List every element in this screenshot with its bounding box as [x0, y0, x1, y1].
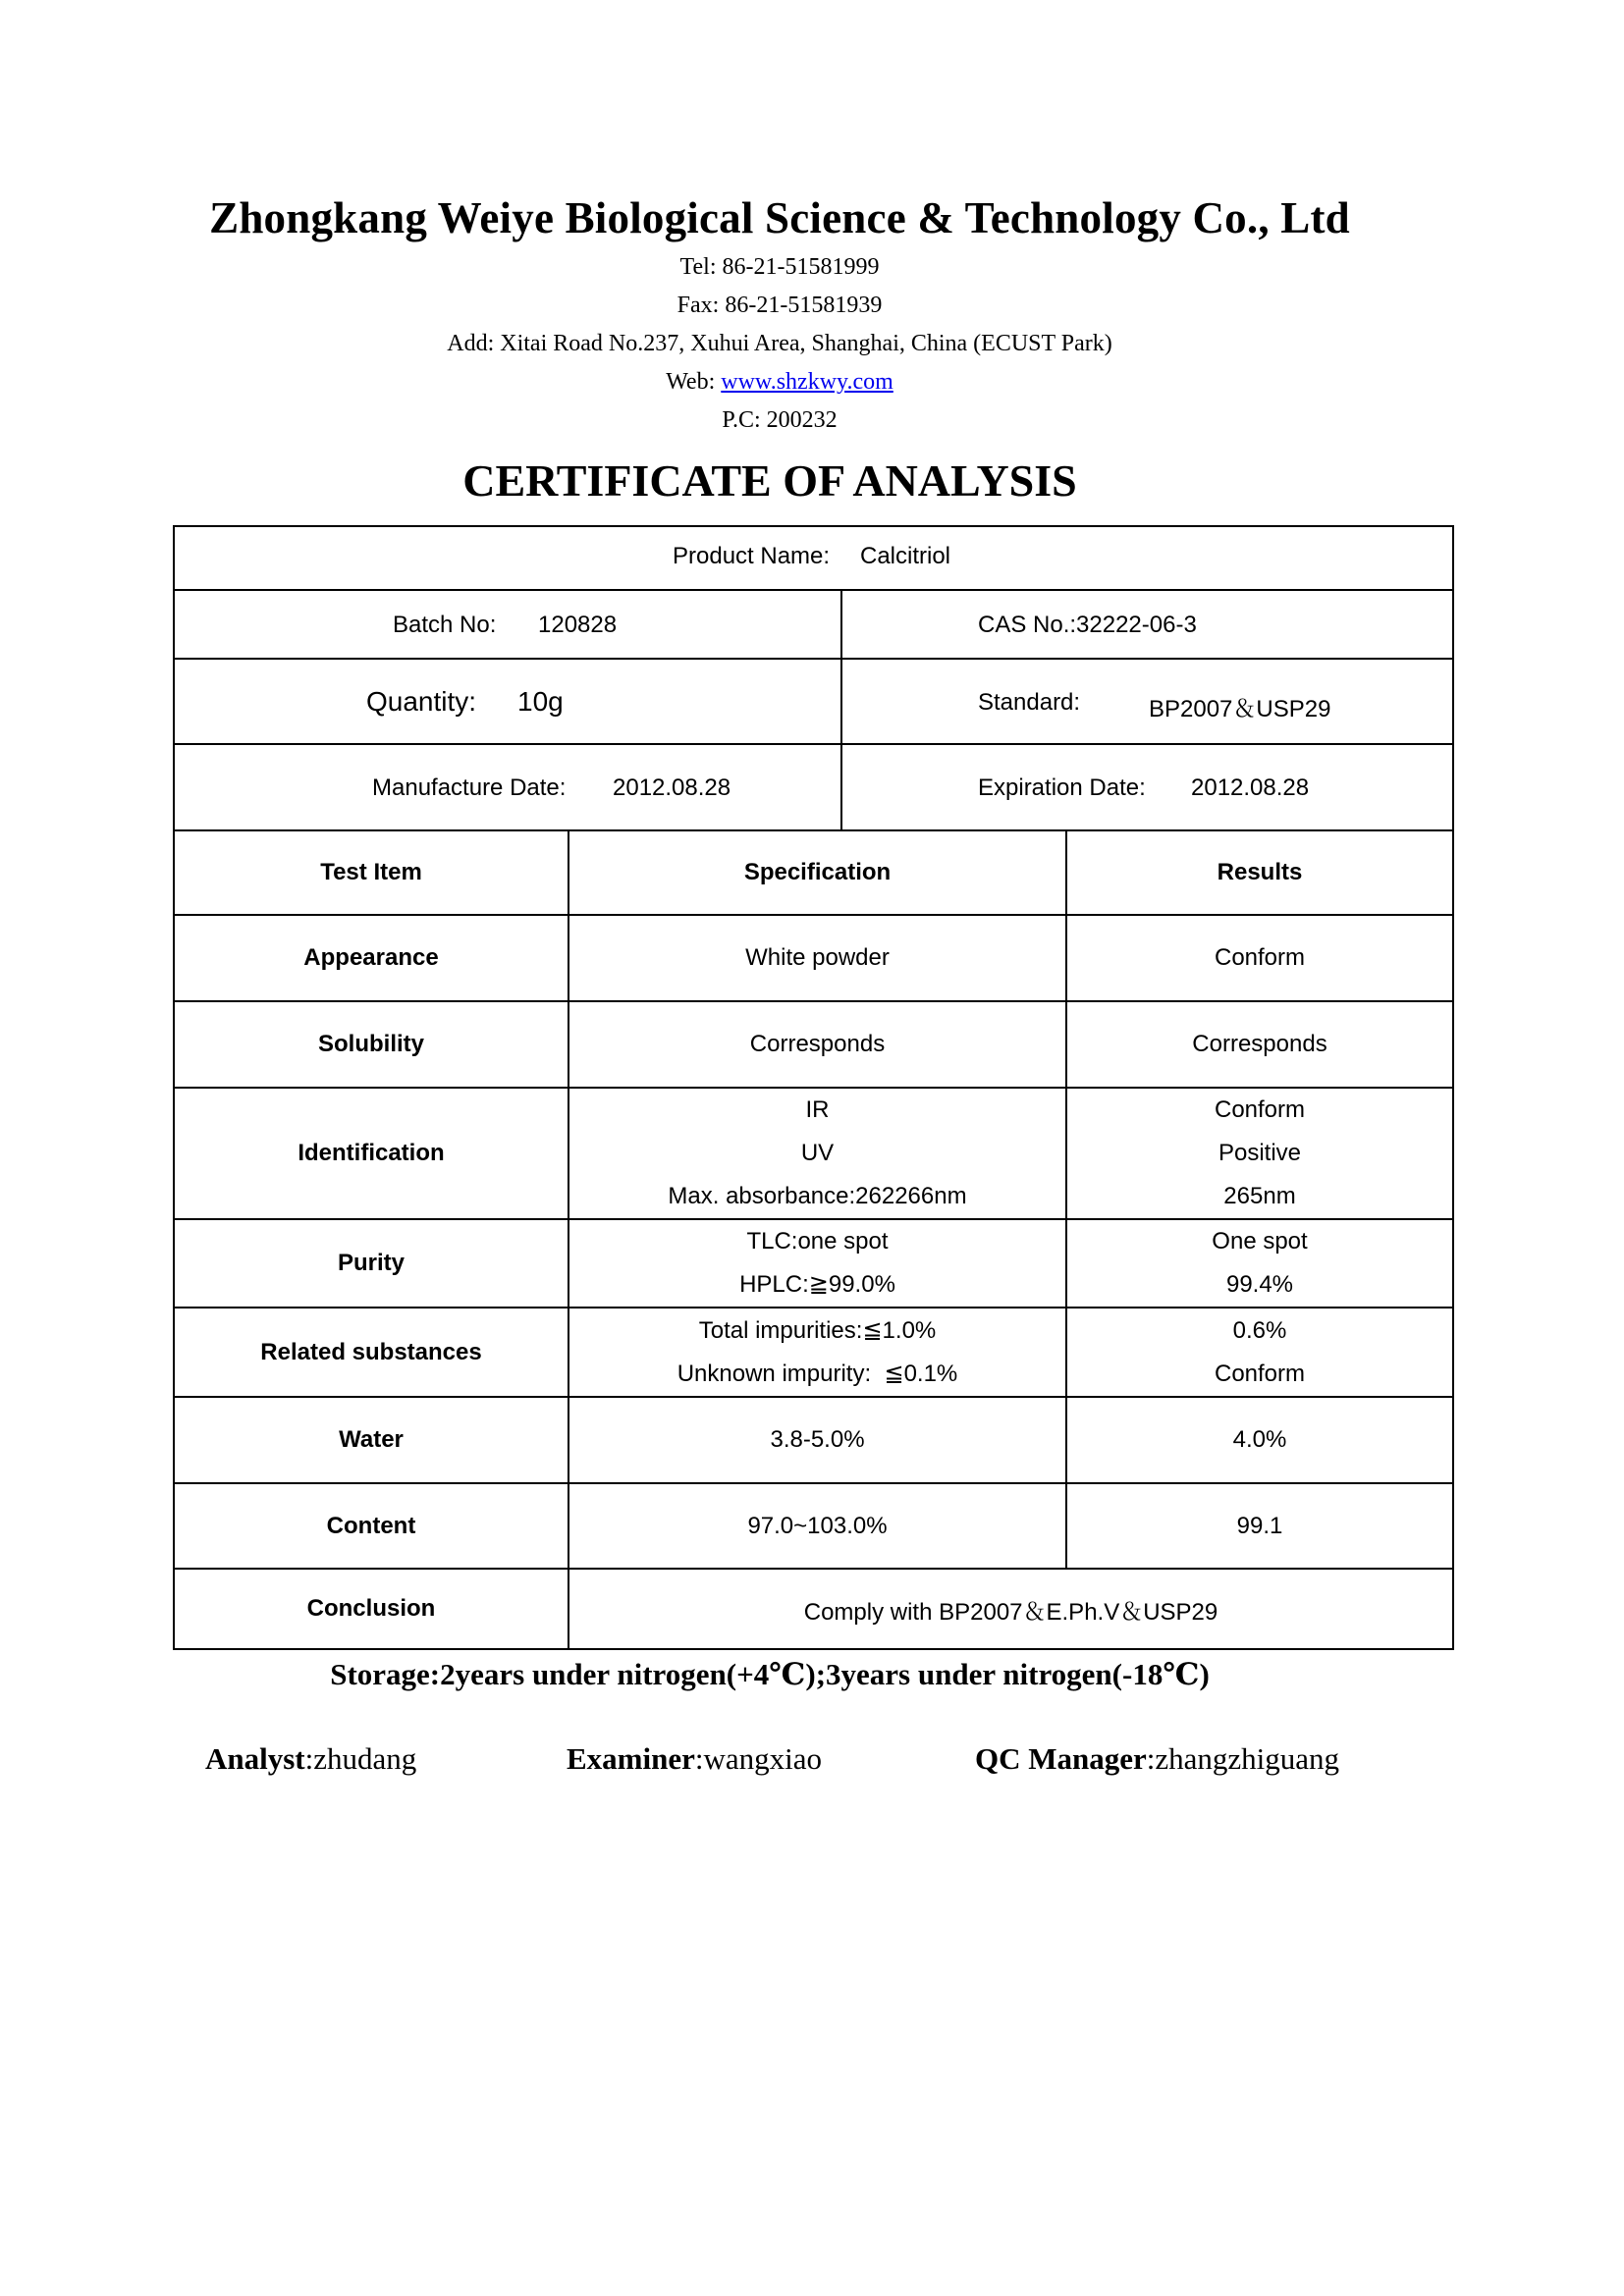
test-item-cell: Solubility — [318, 1031, 424, 1057]
manufacture-date-label: Manufacture Date: — [372, 774, 567, 801]
batch-no-label: Batch No: — [393, 612, 497, 638]
result-line: Conform — [1214, 1096, 1306, 1123]
specification-line: IR — [805, 1096, 830, 1123]
result-cell — [1067, 916, 1452, 1000]
table-border-line — [173, 1648, 1454, 1650]
result-line: Corresponds — [1192, 1031, 1327, 1057]
column-header-results: Results — [1217, 859, 1303, 885]
test-item-cell: Identification — [298, 1140, 445, 1166]
column-header-specification: Specification — [743, 859, 892, 885]
result-line: 265nm — [1223, 1183, 1296, 1209]
result-cell — [1067, 1484, 1452, 1568]
specification-cell — [569, 1089, 1065, 1218]
standard-value: BP2007＆USP29 — [1149, 696, 1331, 722]
specification-line: Unknown impurity: ≦0.1% — [677, 1360, 958, 1387]
result-line: 4.0% — [1232, 1426, 1287, 1453]
result-line: Conform — [1214, 944, 1306, 971]
manufacture-date-value: 2012.08.28 — [613, 774, 731, 801]
specification-cell — [569, 916, 1065, 1000]
table-border-line — [173, 658, 1454, 660]
result-cell — [1067, 1002, 1452, 1087]
specification-line: UV — [800, 1140, 835, 1166]
test-item-cell: Related substances — [260, 1338, 482, 1365]
qc-manager-label: QC Manager — [975, 1741, 1147, 1776]
specification-line: Max. absorbance:262266nm — [668, 1183, 967, 1209]
specification-cell — [569, 1308, 1065, 1396]
specification-line: HPLC:≧99.0% — [739, 1271, 895, 1298]
quantity-label: Quantity: — [366, 686, 477, 717]
specification-cell — [569, 1484, 1065, 1568]
table-border-line — [173, 525, 1454, 527]
test-item-cell: Water — [339, 1426, 404, 1453]
analyst-label: Analyst — [205, 1741, 305, 1776]
specification-cell — [569, 1220, 1065, 1307]
test-item-cell: Purity — [337, 1250, 405, 1276]
contact-address: Add: Xitai Road No.237, Xuhui Area, Shanghai, China (ECUST Park) — [447, 331, 1112, 356]
batch-no-value: 120828 — [538, 612, 618, 638]
result-line: Positive — [1218, 1140, 1302, 1166]
analyst-signature — [205, 1741, 416, 1777]
qc-manager-signature — [975, 1741, 1339, 1777]
test-item-cell: Appearance — [303, 944, 439, 971]
result-line: 99.4% — [1225, 1271, 1294, 1298]
product-name-label: Product Name: — [673, 543, 831, 569]
result-line: 99.1 — [1236, 1512, 1283, 1539]
conclusion-value: Comply with BP2007＆E.Ph.V＆USP29 — [803, 1598, 1218, 1626]
analyst-name: :zhudang — [304, 1741, 417, 1776]
contact-fax: Fax: 86-21-51581939 — [677, 293, 883, 318]
specification-line: 3.8-5.0% — [770, 1426, 865, 1453]
standard-label: Standard: — [978, 689, 1081, 716]
specification-cell — [569, 1398, 1065, 1482]
result-line: 0.6% — [1232, 1316, 1287, 1344]
column-header-test-item: Test Item — [320, 859, 422, 885]
result-cell — [1067, 1220, 1452, 1307]
specification-line: 97.0~103.0% — [747, 1512, 888, 1539]
cas-no: CAS No.:32222-06-3 — [978, 612, 1197, 638]
contact-postcode: P.C: 200232 — [722, 407, 838, 433]
contact-tel: Tel: 86-21-51581999 — [679, 254, 880, 280]
specification-line: Corresponds — [749, 1031, 886, 1057]
table-border-line — [840, 589, 842, 829]
table-border-line — [173, 589, 1454, 591]
analysis-table — [173, 525, 1454, 1650]
table-border-line — [173, 743, 1454, 745]
specification-line: White powder — [745, 944, 890, 971]
expiration-date-label: Expiration Date: — [978, 774, 1146, 801]
specification-cell — [569, 1002, 1065, 1087]
website-link[interactable]: www.shzkwy.com — [721, 369, 893, 395]
qc-manager-name: :zhangzhiguang — [1146, 1741, 1340, 1776]
storage-note: Storage:2years under nitrogen(+4℃);3years under nitrogen(-18℃) — [330, 1657, 1210, 1691]
examiner-label: Examiner — [567, 1741, 695, 1776]
result-line: Conform — [1214, 1360, 1306, 1387]
conclusion-label: Conclusion — [306, 1595, 436, 1622]
expiration-date-value: 2012.08.28 — [1191, 774, 1310, 801]
web-label: Web: — [666, 369, 722, 395]
test-item-cell: Content — [326, 1512, 416, 1539]
examiner-signature — [567, 1741, 822, 1777]
result-line: One spot — [1212, 1228, 1308, 1255]
specification-line: Total impurities:≦1.0% — [698, 1316, 937, 1344]
contact-web — [0, 369, 1559, 396]
product-name-value: Calcitriol — [860, 543, 951, 569]
result-cell — [1067, 1398, 1452, 1482]
result-cell — [1067, 1089, 1452, 1218]
quantity-value: 10g — [517, 686, 564, 717]
document-title: CERTIFICATE OF ANALYSIS — [462, 455, 1077, 506]
table-border-line — [1452, 525, 1454, 1650]
specification-line: TLC:one spot — [746, 1228, 889, 1255]
examiner-name: :wangxiao — [694, 1741, 823, 1776]
result-cell — [1067, 1308, 1452, 1396]
company-name: Zhongkang Weiye Biological Science & Technology Co., Ltd — [209, 193, 1350, 242]
